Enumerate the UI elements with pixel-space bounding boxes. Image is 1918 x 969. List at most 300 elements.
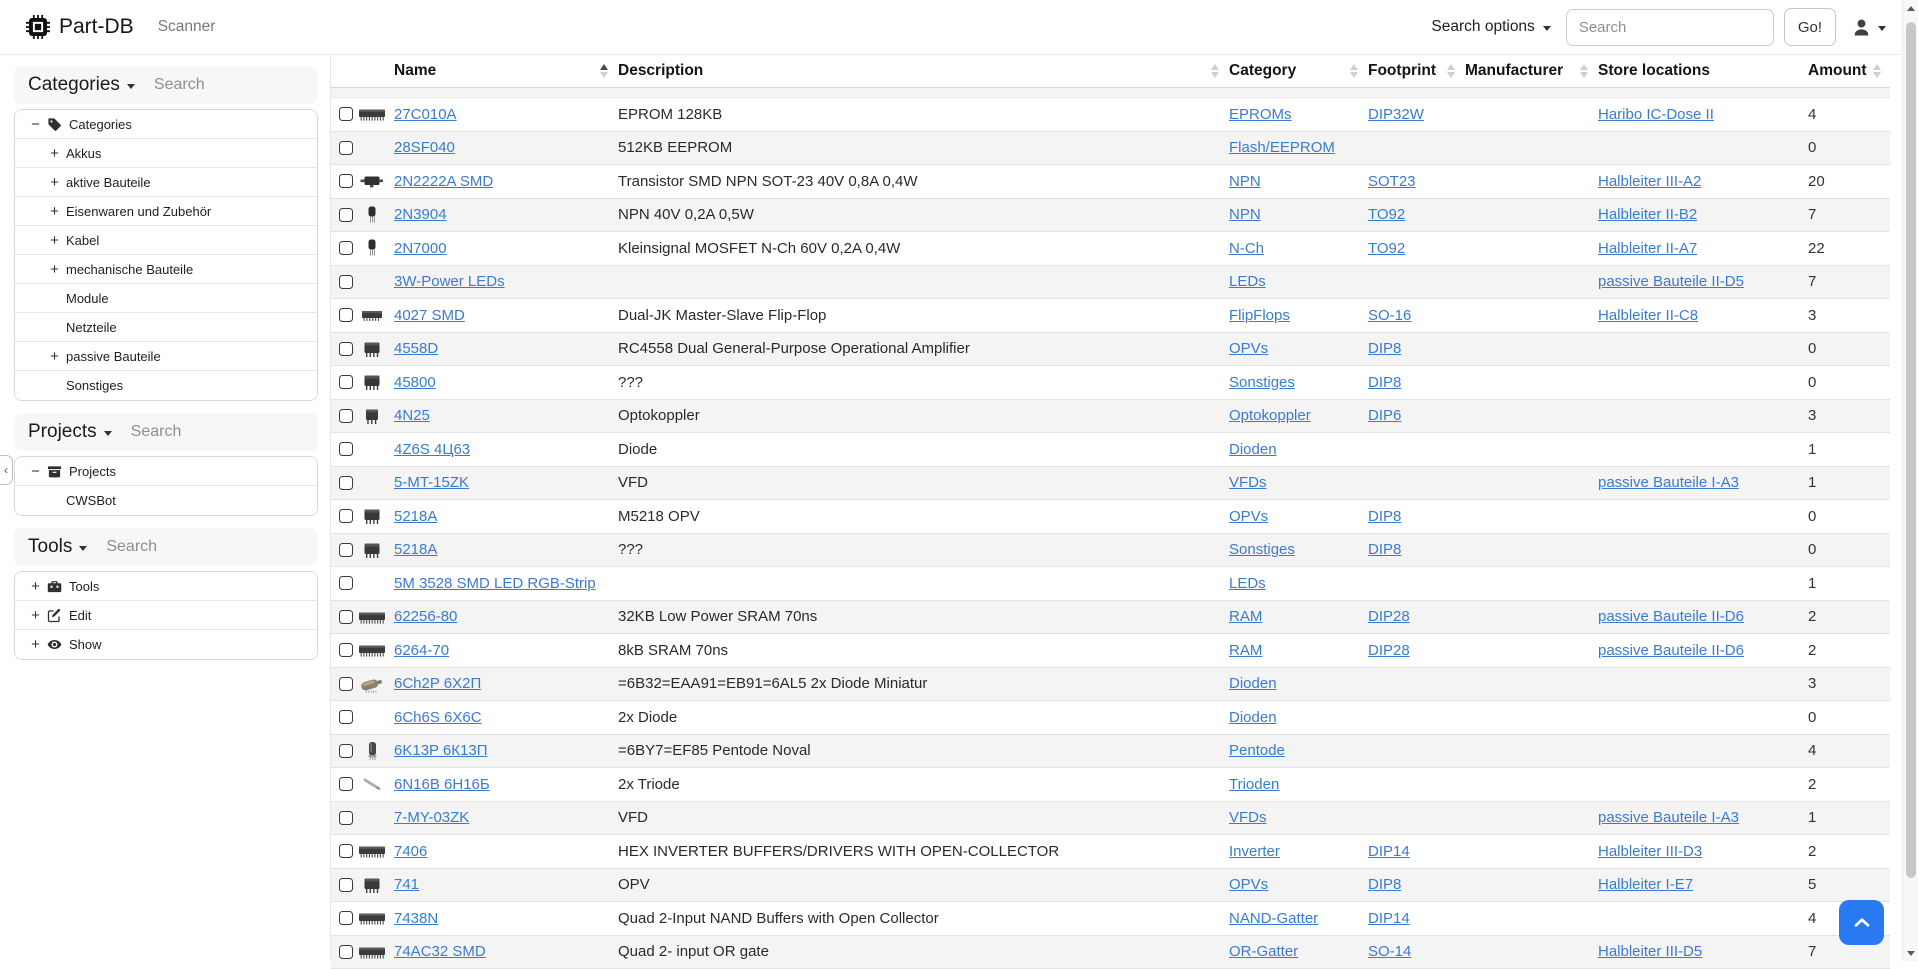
- part-amount: 3: [1808, 675, 1891, 692]
- tree-item-kabel[interactable]: [15, 226, 317, 255]
- part-amount: 3: [1808, 407, 1891, 424]
- expander-plus-icon[interactable]: +: [48, 145, 61, 162]
- footprint-link[interactable]: DIP14: [1368, 843, 1410, 860]
- category-link[interactable]: Flash/EEPROM: [1229, 139, 1335, 156]
- table-body: [331, 98, 1890, 969]
- row-checkbox[interactable]: [339, 811, 353, 825]
- part-category-cell: [1229, 273, 1368, 290]
- part-amount: 7: [1808, 206, 1891, 223]
- category-link[interactable]: Sonstiges: [1229, 541, 1295, 558]
- row-checkbox[interactable]: [339, 610, 353, 624]
- footprint-link[interactable]: TO92: [1368, 240, 1405, 257]
- part-footprint-cell: [1368, 508, 1465, 525]
- tree-item-cwsbot[interactable]: [15, 486, 317, 515]
- store-location-link[interactable]: passive Bauteile I-A3: [1598, 809, 1739, 826]
- part-name-link[interactable]: 7-MY-03ZK: [394, 809, 469, 826]
- footprint-link[interactable]: DIP8: [1368, 541, 1401, 558]
- category-link[interactable]: LEDs: [1229, 273, 1266, 290]
- section-header-categories: [14, 66, 318, 104]
- part-category-cell: [1229, 307, 1368, 324]
- part-category-cell: [1229, 642, 1368, 659]
- part-thumbnail[interactable]: [358, 339, 394, 359]
- global-search-input[interactable]: [1566, 9, 1774, 46]
- row-checkbox[interactable]: [339, 275, 353, 289]
- part-category-cell: [1229, 374, 1368, 391]
- part-name-cell: [394, 876, 618, 893]
- part-amount: 0: [1808, 139, 1891, 156]
- search-go-button[interactable]: Go!: [1784, 8, 1836, 46]
- part-footprint-cell: [1368, 843, 1465, 860]
- row-checkbox-cell: [331, 677, 358, 691]
- category-link[interactable]: Dioden: [1229, 709, 1277, 726]
- part-name-cell: [394, 106, 618, 123]
- part-name-link[interactable]: 3W-Power LEDs: [394, 273, 505, 290]
- search-options-dropdown[interactable]: [1431, 18, 1550, 36]
- category-link[interactable]: Optokoppler: [1229, 407, 1311, 424]
- part-name-cell: [394, 943, 618, 960]
- part-thumbnail[interactable]: [358, 205, 394, 225]
- tree-item-label: Tools: [69, 579, 99, 594]
- part-name-link[interactable]: 4N25: [394, 407, 430, 424]
- row-checkbox[interactable]: [339, 710, 353, 724]
- part-name-link[interactable]: 4Z6S 4Ц63: [394, 441, 470, 458]
- row-checkbox[interactable]: [339, 342, 353, 356]
- category-link[interactable]: OR-Gatter: [1229, 943, 1298, 960]
- row-checkbox[interactable]: [339, 409, 353, 423]
- category-link[interactable]: Dioden: [1229, 675, 1277, 692]
- part-name-cell: [394, 139, 618, 156]
- part-name-cell: [394, 675, 618, 692]
- column-header-manufacturer[interactable]: [1465, 55, 1598, 87]
- part-amount: 4: [1808, 742, 1891, 759]
- part-amount: 0: [1808, 709, 1891, 726]
- part-description: =6BY7=EF85 Pentode Noval: [618, 742, 1229, 759]
- tree-projects: [14, 456, 318, 516]
- user-menu[interactable]: [1851, 17, 1886, 38]
- part-storelocation-cell: [1598, 642, 1808, 659]
- part-thumbnail[interactable]: [358, 506, 394, 526]
- part-thumbnail[interactable]: [358, 674, 394, 694]
- tree-item-label: mechanische Bauteile: [66, 262, 193, 277]
- table-row: [331, 98, 1890, 132]
- category-link[interactable]: Trioden: [1229, 776, 1279, 793]
- part-name-link[interactable]: 4027 SMD: [394, 307, 465, 324]
- part-category-cell: [1229, 876, 1368, 893]
- expander-plus-icon[interactable]: +: [48, 348, 61, 365]
- footprint-link[interactable]: DIP14: [1368, 910, 1410, 927]
- category-link[interactable]: Pentode: [1229, 742, 1285, 759]
- table-row: [331, 500, 1890, 534]
- row-checkbox-cell: [331, 911, 358, 925]
- tree-item-edit[interactable]: [15, 601, 317, 630]
- part-name-link[interactable]: 45800: [394, 374, 436, 391]
- part-footprint-cell: [1368, 340, 1465, 357]
- tree-item-label: Netzteile: [66, 320, 117, 335]
- part-amount: 2: [1808, 642, 1891, 659]
- part-thumbnail[interactable]: [358, 238, 394, 258]
- tree-item-module[interactable]: [15, 284, 317, 313]
- part-storelocation-cell: [1598, 173, 1808, 190]
- part-thumbnail[interactable]: [358, 774, 394, 794]
- category-link[interactable]: OPVs: [1229, 340, 1268, 357]
- part-name-link[interactable]: 62256-80: [394, 608, 457, 625]
- footprint-link[interactable]: DIP6: [1368, 407, 1401, 424]
- row-checkbox[interactable]: [339, 777, 353, 791]
- expander-plus-icon[interactable]: +: [29, 578, 42, 595]
- tree-item-mechanische-bauteile[interactable]: [15, 255, 317, 284]
- part-name-link[interactable]: 4558D: [394, 340, 438, 357]
- tree-item-eisenwaren-und-zubeh-r[interactable]: [15, 197, 317, 226]
- part-name-cell: [394, 273, 618, 290]
- store-location-link[interactable]: passive Bauteile II-D6: [1598, 608, 1744, 625]
- part-thumbnail[interactable]: [358, 841, 394, 861]
- part-footprint-cell: [1368, 374, 1465, 391]
- store-location-link[interactable]: passive Bauteile II-D6: [1598, 642, 1744, 659]
- row-checkbox-cell: [331, 509, 358, 523]
- part-description: HEX INVERTER BUFFERS/DRIVERS WITH OPEN-COLLECTOR: [618, 843, 1229, 860]
- part-description: VFD: [618, 474, 1229, 491]
- part-footprint-cell: [1368, 307, 1465, 324]
- part-amount: 7: [1808, 943, 1891, 960]
- tree-item-aktive-bauteile[interactable]: [15, 168, 317, 197]
- part-thumbnail[interactable]: [358, 908, 394, 928]
- column-header-amount[interactable]: [1808, 55, 1891, 87]
- sidebar-search-categories[interactable]: [152, 75, 286, 95]
- tree-item-passive-bauteile[interactable]: [15, 342, 317, 371]
- footprint-link[interactable]: SOT23: [1368, 173, 1416, 190]
- row-checkbox[interactable]: [339, 476, 353, 490]
- category-link[interactable]: Sonstiges: [1229, 374, 1295, 391]
- part-name-link[interactable]: 6264-70: [394, 642, 449, 659]
- part-name-link[interactable]: 2N7000: [394, 240, 447, 257]
- expander-plus-icon[interactable]: +: [48, 203, 61, 220]
- section-header-projects: [14, 413, 318, 451]
- part-name-cell: [394, 776, 618, 793]
- tree-item-label: Module: [66, 291, 109, 306]
- sidebar-collapse-handle[interactable]: ‹: [0, 455, 13, 485]
- table-header-row: [331, 55, 1890, 88]
- part-amount: 22: [1808, 240, 1891, 257]
- tree-item-label: CWSBot: [66, 493, 116, 508]
- tree-item-show[interactable]: [15, 630, 317, 659]
- row-checkbox-cell: [331, 107, 358, 121]
- part-thumbnail[interactable]: [358, 607, 394, 627]
- scrollbar-thumb[interactable]: [1906, 22, 1916, 878]
- tree-item-tools[interactable]: [15, 572, 317, 601]
- part-category-cell: [1229, 910, 1368, 927]
- tree-item-netzteile[interactable]: [15, 313, 317, 342]
- table-row: [331, 768, 1890, 802]
- row-checkbox[interactable]: [339, 107, 353, 121]
- part-footprint-cell: [1368, 541, 1465, 558]
- footprint-link[interactable]: DIP8: [1368, 508, 1401, 525]
- store-location-link[interactable]: Halbleiter I-E7: [1598, 876, 1693, 893]
- part-description: ???: [618, 541, 1229, 558]
- row-checkbox[interactable]: [339, 375, 353, 389]
- sidebar-search-projects[interactable]: [129, 422, 263, 442]
- column-header-store-locations[interactable]: [1598, 55, 1808, 87]
- part-thumbnail[interactable]: [358, 540, 394, 560]
- part-category-cell: [1229, 508, 1368, 525]
- column-header-label: Manufacturer: [1465, 62, 1563, 80]
- row-checkbox-cell: [331, 945, 358, 959]
- part-description: Optokoppler: [618, 407, 1229, 424]
- part-thumbnail[interactable]: [358, 406, 394, 426]
- box-icon: [47, 463, 63, 479]
- footprint-link[interactable]: DIP8: [1368, 374, 1401, 391]
- part-thumbnail[interactable]: [358, 875, 394, 895]
- section-title-label: Tools: [28, 536, 72, 558]
- part-category-cell: [1229, 709, 1368, 726]
- part-thumbnail[interactable]: [358, 640, 394, 660]
- part-name-link[interactable]: 28SF040: [394, 139, 455, 156]
- store-location-link[interactable]: Halbleiter II-B2: [1598, 206, 1697, 223]
- store-location-link[interactable]: Halbleiter II-A7: [1598, 240, 1697, 257]
- category-link[interactable]: OPVs: [1229, 508, 1268, 525]
- category-link[interactable]: N-Ch: [1229, 240, 1264, 257]
- part-amount: 1: [1808, 575, 1891, 592]
- part-category-cell: [1229, 139, 1368, 156]
- footprint-link[interactable]: DIP32W: [1368, 106, 1424, 123]
- part-amount: 3: [1808, 307, 1891, 324]
- part-storelocation-cell: [1598, 843, 1808, 860]
- part-name-link[interactable]: 6Ch6S 6Х6С: [394, 709, 482, 726]
- store-location-link[interactable]: Halbleiter II-C8: [1598, 307, 1698, 324]
- section-dropdown-projects[interactable]: [28, 421, 112, 443]
- part-storelocation-cell: [1598, 943, 1808, 960]
- section-dropdown-categories[interactable]: [28, 74, 135, 96]
- part-footprint-cell: [1368, 206, 1465, 223]
- part-storelocation-cell: [1598, 307, 1808, 324]
- footprint-link[interactable]: DIP28: [1368, 642, 1410, 659]
- category-link[interactable]: Inverter: [1229, 843, 1280, 860]
- expander-plus-icon[interactable]: +: [48, 174, 61, 191]
- table-row: [331, 199, 1890, 233]
- row-checkbox-cell: [331, 744, 358, 758]
- part-thumbnail[interactable]: [358, 305, 394, 325]
- row-checkbox-cell: [331, 342, 358, 356]
- part-category-cell: [1229, 474, 1368, 491]
- part-thumbnail[interactable]: [358, 171, 394, 191]
- user-icon: [1851, 17, 1872, 38]
- part-description: 8kB SRAM 70ns: [618, 642, 1229, 659]
- tree-item-akkus[interactable]: [15, 139, 317, 168]
- scrollbar-down-arrow[interactable]: [1903, 945, 1918, 961]
- row-checkbox[interactable]: [339, 911, 353, 925]
- part-name-link[interactable]: 74AC32 SMD: [394, 943, 486, 960]
- category-link[interactable]: Dioden: [1229, 441, 1277, 458]
- part-name-cell: [394, 809, 618, 826]
- part-name-link[interactable]: 5218A: [394, 541, 437, 558]
- part-name-link[interactable]: 27C010A: [394, 106, 457, 123]
- sidebar: [10, 56, 322, 660]
- part-description: Kleinsignal MOSFET N-Ch 60V 0,2A 0,4W: [618, 240, 1229, 257]
- part-name-cell: [394, 307, 618, 324]
- part-description: M5218 OPV: [618, 508, 1229, 525]
- column-header-name[interactable]: [394, 55, 618, 87]
- part-storelocation-cell: [1598, 240, 1808, 257]
- footprint-link[interactable]: SO-16: [1368, 307, 1411, 324]
- footprint-link[interactable]: SO-14: [1368, 943, 1411, 960]
- scrollbar-up-arrow[interactable]: [1903, 0, 1918, 16]
- part-name-cell: [394, 474, 618, 491]
- row-checkbox[interactable]: [339, 945, 353, 959]
- row-checkbox-cell: [331, 442, 358, 456]
- part-thumbnail[interactable]: [358, 372, 394, 392]
- scroll-to-top-button[interactable]: [1839, 900, 1884, 945]
- row-checkbox[interactable]: [339, 509, 353, 523]
- sort-icon: [1447, 64, 1455, 78]
- chevron-down-icon: [1543, 26, 1551, 31]
- row-checkbox[interactable]: [339, 643, 353, 657]
- search-options-label: Search options: [1431, 18, 1534, 36]
- store-location-link[interactable]: passive Bauteile I-A3: [1598, 474, 1739, 491]
- row-checkbox[interactable]: [339, 241, 353, 255]
- category-link[interactable]: NPN: [1229, 206, 1261, 223]
- part-name-link[interactable]: 6K13P 6К13П: [394, 742, 487, 759]
- category-link[interactable]: RAM: [1229, 608, 1262, 625]
- expander-plus-icon[interactable]: +: [48, 261, 61, 278]
- sort-icon: [1873, 64, 1881, 78]
- row-checkbox[interactable]: [339, 141, 353, 155]
- sidebar-search-tools[interactable]: [104, 537, 238, 557]
- row-checkbox[interactable]: [339, 576, 353, 590]
- expander-minus-icon[interactable]: −: [29, 116, 42, 133]
- part-name-link[interactable]: 2N3904: [394, 206, 447, 223]
- part-name-link[interactable]: 5M 3528 SMD LED RGB-Strip: [394, 575, 596, 592]
- part-amount: 2: [1808, 843, 1891, 860]
- category-link[interactable]: OPVs: [1229, 876, 1268, 893]
- row-checkbox[interactable]: [339, 744, 353, 758]
- part-name-cell: [394, 910, 618, 927]
- table-row: [331, 333, 1890, 367]
- table-row: [331, 701, 1890, 735]
- row-checkbox-cell: [331, 643, 358, 657]
- part-description: =6B32=EAA91=EB91=6AL5 2x Diode Miniatur: [618, 675, 1229, 692]
- part-description: Quad 2-Input NAND Buffers with Open Collector: [618, 910, 1229, 927]
- part-name-link[interactable]: 2N2222A SMD: [394, 173, 493, 190]
- part-thumbnail[interactable]: [358, 942, 394, 962]
- part-storelocation-cell: [1598, 106, 1808, 123]
- part-footprint-cell: [1368, 910, 1465, 927]
- table-row: [331, 634, 1890, 668]
- part-name-cell: [394, 575, 618, 592]
- part-storelocation-cell: [1598, 809, 1808, 826]
- part-name-cell: [394, 206, 618, 223]
- nav-item-scanner[interactable]: Scanner: [158, 18, 216, 36]
- tree-item-label: passive Bauteile: [66, 349, 161, 364]
- brand-link[interactable]: [26, 15, 134, 39]
- category-link[interactable]: VFDs: [1229, 474, 1267, 491]
- part-description: NPN 40V 0,2A 0,5W: [618, 206, 1229, 223]
- expander-plus-icon[interactable]: +: [29, 607, 42, 624]
- row-checkbox[interactable]: [339, 543, 353, 557]
- part-amount: 0: [1808, 541, 1891, 558]
- category-link[interactable]: FlipFlops: [1229, 307, 1290, 324]
- row-checkbox[interactable]: [339, 844, 353, 858]
- store-location-link[interactable]: Haribo IC-Dose II: [1598, 106, 1714, 123]
- part-description: 2x Diode: [618, 709, 1229, 726]
- expander-plus-icon[interactable]: +: [48, 232, 61, 249]
- store-location-link[interactable]: Halbleiter III-A2: [1598, 173, 1701, 190]
- row-checkbox[interactable]: [339, 174, 353, 188]
- part-name-link[interactable]: 6N16B 6Н16Б: [394, 776, 490, 793]
- part-name-link[interactable]: 6Ch2P 6Х2П: [394, 675, 481, 692]
- row-checkbox[interactable]: [339, 208, 353, 222]
- part-name-link[interactable]: 741: [394, 876, 419, 893]
- part-category-cell: [1229, 675, 1368, 692]
- row-checkbox[interactable]: [339, 677, 353, 691]
- part-amount: 4: [1808, 910, 1891, 927]
- row-checkbox-cell: [331, 610, 358, 624]
- row-checkbox-cell: [331, 174, 358, 188]
- part-name-link[interactable]: 7438N: [394, 910, 438, 927]
- part-name-link[interactable]: 5218A: [394, 508, 437, 525]
- part-amount: 1: [1808, 809, 1891, 826]
- category-link[interactable]: LEDs: [1229, 575, 1266, 592]
- part-name-link[interactable]: 5-MT-15ZK: [394, 474, 469, 491]
- part-category-cell: [1229, 608, 1368, 625]
- tree-item-categories[interactable]: [15, 110, 317, 139]
- part-category-cell: [1229, 541, 1368, 558]
- expander-plus-icon[interactable]: +: [29, 636, 42, 653]
- row-checkbox-cell: [331, 543, 358, 557]
- tree-item-sonstiges[interactable]: [15, 371, 317, 400]
- row-checkbox-cell: [331, 476, 358, 490]
- category-link[interactable]: EPROMs: [1229, 106, 1292, 123]
- part-storelocation-cell: [1598, 608, 1808, 625]
- part-footprint-cell: [1368, 608, 1465, 625]
- store-location-link[interactable]: Halbleiter III-D5: [1598, 943, 1702, 960]
- column-header-description[interactable]: [618, 55, 1229, 87]
- category-link[interactable]: NPN: [1229, 173, 1261, 190]
- tree-item-label: Sonstiges: [66, 378, 123, 393]
- table-row: [331, 835, 1890, 869]
- footprint-link[interactable]: DIP8: [1368, 340, 1401, 357]
- sort-ascending-icon: [600, 64, 608, 78]
- category-link[interactable]: RAM: [1229, 642, 1262, 659]
- row-checkbox[interactable]: [339, 308, 353, 322]
- part-thumbnail[interactable]: [358, 741, 394, 761]
- part-description: Diode: [618, 441, 1229, 458]
- part-footprint-cell: [1368, 407, 1465, 424]
- row-checkbox[interactable]: [339, 878, 353, 892]
- row-checkbox-cell: [331, 811, 358, 825]
- table-row: [331, 567, 1890, 601]
- category-link[interactable]: VFDs: [1229, 809, 1267, 826]
- section-dropdown-tools[interactable]: [28, 536, 87, 558]
- part-thumbnail[interactable]: [358, 104, 394, 124]
- column-header-footprint[interactable]: [1368, 55, 1465, 87]
- column-header-category[interactable]: [1229, 55, 1368, 87]
- footprint-link[interactable]: DIP8: [1368, 876, 1401, 893]
- footprint-link[interactable]: DIP28: [1368, 608, 1410, 625]
- part-name-link[interactable]: 7406: [394, 843, 427, 860]
- part-amount: 2: [1808, 776, 1891, 793]
- tree-item-projects[interactable]: [15, 457, 317, 486]
- part-amount: 5: [1808, 876, 1891, 893]
- category-link[interactable]: NAND-Gatter: [1229, 910, 1318, 927]
- store-location-link[interactable]: passive Bauteile II-D5: [1598, 273, 1744, 290]
- part-category-cell: [1229, 441, 1368, 458]
- footprint-link[interactable]: TO92: [1368, 206, 1405, 223]
- row-checkbox-cell: [331, 308, 358, 322]
- table-row: [331, 132, 1890, 166]
- store-location-link[interactable]: Halbleiter III-D3: [1598, 843, 1702, 860]
- expander-minus-icon[interactable]: −: [29, 463, 42, 480]
- page-scrollbar[interactable]: [1902, 0, 1918, 961]
- row-checkbox[interactable]: [339, 442, 353, 456]
